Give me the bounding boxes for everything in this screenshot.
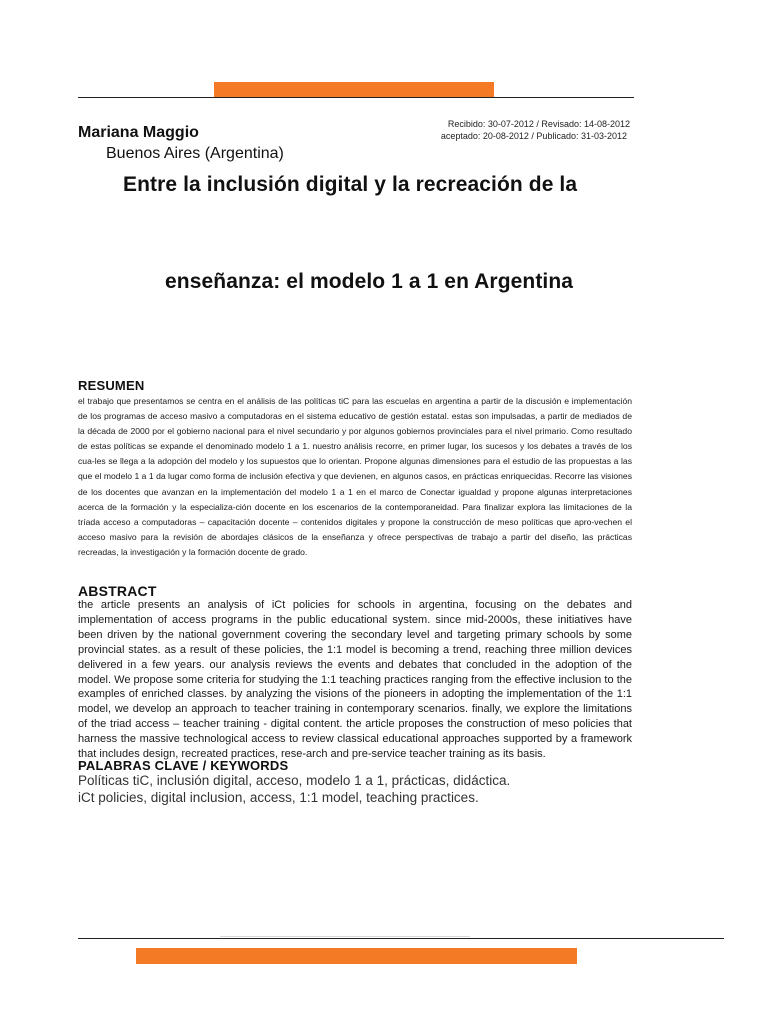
author-name: Mariana Maggio bbox=[78, 124, 199, 141]
keywords-spanish: Políticas tiC, inclusión digital, acceso, modelo 1 a 1, prácticas, didáctica. bbox=[78, 773, 511, 788]
abstract-body: the article presents an analysis of iCt policies for schools in argentina, focusing on the debates and implementation of access programs in the public educational system. since mid-2000s, these initiatives have been driven by the national government covering the secondary level and targeting primary schools by some provincial states. as a result of these policies, the 1:1 model is becoming a trend, reaching three million devices delivered in a few years. our analysis reviews the events and debates that concluded in the adoption of the model. We propose some criteria for studying the 1:1 teaching practices ranging from the effective inclusion to the examples of enriched classes. by analyzing the visions of the pioneers in adopting the implementation of the 1:1 model, we develop an approach to teacher training in contemporary scenarios. finally, we explore the limitations of the triad access – teacher training - digital content. the article proposes the construction of meso policies that harness the massive technological access to review classical educational approaches supported by a framework that includes design, recreated practices, rese-arch and pre-service teacher training as its basis. bbox=[78, 599, 632, 761]
article-title-line-2: enseñanza: el modelo 1 a 1 en Argentina bbox=[165, 270, 574, 293]
abstract-heading: ABSTRACT bbox=[78, 583, 157, 599]
keywords-english: iCt policies, digital inclusion, access, 1:1 model, teaching practices. bbox=[78, 790, 479, 805]
keywords-heading: PALABRAS CLAVE / KEYWORDS bbox=[78, 758, 289, 773]
accepted-published-dates: aceptado: 20-08-2012 / Publicado: 31-03-2012 bbox=[440, 131, 627, 141]
resumen-heading: RESUMEN bbox=[78, 378, 145, 393]
author-location: Buenos Aires (Argentina) bbox=[106, 145, 284, 162]
footer-rule bbox=[78, 938, 724, 939]
received-revised-dates: Recibido: 30-07-2012 / Revisado: 14-08-2012 bbox=[447, 119, 630, 129]
header-rule bbox=[78, 97, 634, 98]
resumen-body: el trabajo que presentamos se centra en el análisis de las políticas tiC para las escuelas en argentina a partir de la discusión e implementación de los programas de acceso masivo a computadoras en el sistema educativo de gestión estatal. estas son impulsadas, a partir de mediados de la década de 2000 por el gobierno nacional para el nivel secundario y por algunos gobiernos provinciales para el nivel primario. Como resultado de estas políticas se expande el denominado modelo 1 a 1. nuestro análisis recorre, en primer lugar, los sucesos y los debates a través de los cua-les se llega a la adopción del modelo y los supuestos que lo orientan. Propone algunas dimensiones para el estudio de las propuestas a las que el modelo 1 a 1 da lugar como forma de inclusión efectiva y que devienen, en algunos casos, en prácticas enriquecidas. Recorre las visiones de los docentes que avanzan en la implementación del modelo 1 a 1 en el marco de Conectar igualdad y propone algunas interpretaciones acerca de la formación y la especializa-ción docente en los escenarios de la contemporaneidad. Para finalizar explora las limitaciones de la tríada acceso a computadoras – capacitación docente – contenidos digitales y propone la construcción de meso políticas que apro-vechen el acceso masivo para la revisión de abordajes clásicos de la enseñanza y ofrece perspectivas de trabajo a partir del diseño, las prácticas recreadas, la investigación y la formación docente de grado. bbox=[78, 396, 632, 557]
footer-accent-bar bbox=[136, 948, 577, 964]
footer-faint-rule bbox=[220, 936, 470, 937]
article-title-line-1: Entre la inclusión digital y la recreación de la bbox=[123, 173, 578, 196]
header-accent-bar bbox=[214, 82, 494, 97]
